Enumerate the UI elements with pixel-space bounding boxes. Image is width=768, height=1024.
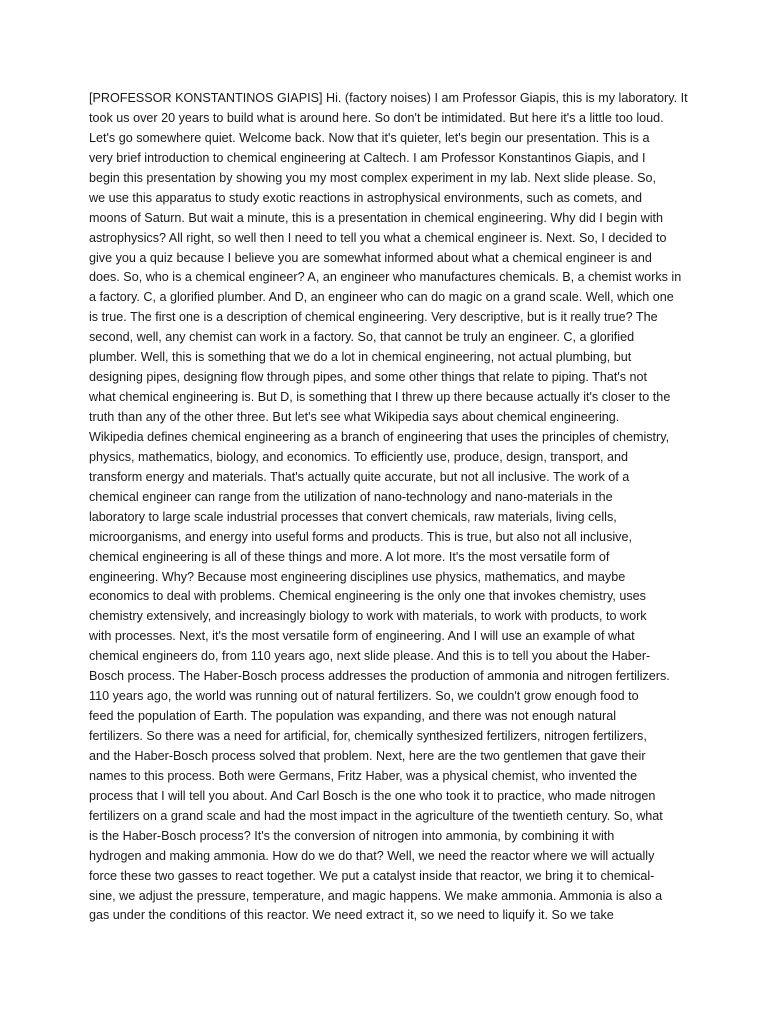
text-line: force these two gasses to react together. We put a catalyst inside that reactor, we bring it to chemical- xyxy=(89,868,655,883)
text-line: engineering. Why? Because most engineering disciplines use physics, mathematics, and maybe xyxy=(89,569,626,584)
text-line: chemical engineer can range from the utilization of nano-technology and nano-materials in the xyxy=(89,489,613,504)
text-line: microorganisms, and energy into useful forms and products. This is true, but also not all inclusive, xyxy=(89,529,632,544)
text-line: names to this process. Both were Germans, Fritz Haber, was a physical chemist, who invented the xyxy=(89,768,638,783)
text-line: plumber. Well, this is something that we do a lot in chemical engineering, not actual plumbing, but xyxy=(89,350,632,365)
text-line: designing pipes, designing flow through pipes, and some other things that relate to piping. That's not xyxy=(89,370,648,385)
text-line: astrophysics? All right, so well then I need to tell you what a chemical engineer is. Next. So, I decided to xyxy=(89,230,667,245)
text-line: Wikipedia defines chemical engineering as a branch of engineering that uses the principles of chemistry, xyxy=(89,429,670,444)
text-line: fertilizers on a grand scale and had the most impact in the agriculture of the twentieth century. So, what xyxy=(89,808,663,823)
text-line: a factory. C, a glorified plumber. And D, an engineer who can do magic on a grand scale. Well, which one xyxy=(89,290,674,305)
text-line: process that I will tell you about. And Carl Bosch is the one who took it to practice, who made nitrogen xyxy=(89,788,656,803)
transcript-text xyxy=(89,89,688,926)
text-line: chemical engineering is all of these things and more. A lot more. It's the most versatile form of xyxy=(89,549,610,564)
text-line: with processes. Next, it's the most versatile form of engineering. And I will use an example of what xyxy=(89,629,635,644)
text-line: laboratory to large scale industrial processes that convert chemicals, raw materials, living cells, xyxy=(89,509,617,524)
text-line: is the Haber-Bosch process? It's the conversion of nitrogen into ammonia, by combining it with xyxy=(89,828,615,843)
text-line: is true. The first one is a description of chemical engineering. Very descriptive, but is it really true? The xyxy=(89,310,658,325)
text-line: what chemical engineering is. But D, is something that I threw up there because actually it's closer to the xyxy=(89,390,671,405)
text-line: took us over 20 years to build what is around here. So don't be intimidated. But here it's a little too loud. xyxy=(89,110,664,125)
text-line: feed the population of Earth. The population was expanding, and there was not enough natural xyxy=(89,709,616,724)
text-line: hydrogen and making ammonia. How do we do that? Well, we need the reactor where we will actually xyxy=(89,848,655,863)
text-line: give you a quiz because I believe you are somewhat informed about what a chemical engineer is and xyxy=(89,250,652,265)
text-line: chemical engineers do, from 110 years ago, next slide please. And this is to tell you about the Haber- xyxy=(89,649,651,664)
text-line: sine, we adjust the pressure, temperature, and magic happens. We make ammonia. Ammonia is also a xyxy=(89,888,663,903)
text-line: physics, mathematics, biology, and economics. To efficiently use, produce, design, transport, and xyxy=(89,449,629,464)
text-line: truth than any of the other three. But let's see what Wikipedia says about chemical engineering. xyxy=(89,410,620,424)
text-line: second, well, any chemist can work in a factory. So, that cannot be truly an engineer. C, a glorified xyxy=(89,330,635,345)
text-line: moons of Saturn. But wait a minute, this is a presentation in chemical engineering. Why did I begin with xyxy=(89,210,664,225)
text-line: fertilizers. So there was a need for artificial, for, chemically synthesized fertilizers, nitrogen fertilizers, xyxy=(89,729,647,743)
text-line: very brief introduction to chemical engineering at Caltech. I am Professor Konstantinos Giapis, and I xyxy=(89,150,646,165)
text-line: [PROFESSOR KONSTANTINOS GIAPIS] Hi. (factory noises) I am Professor Giapis, this is my laboratory. It xyxy=(89,91,688,105)
text-line: chemistry extensively, and increasingly biology to work with materials, to work with products, to work xyxy=(89,609,647,624)
text-line: does. So, who is a chemical engineer? A, an engineer who manufactures chemicals. B, a chemist works in xyxy=(89,270,682,285)
text-line: and the Haber-Bosch process solved that problem. Next, here are the two gentlemen that gave their xyxy=(89,748,646,763)
text-line: transform energy and materials. That's actually quite accurate, but not all inclusive. The work of a xyxy=(89,469,630,484)
text-line: gas under the conditions of this reactor. We need extract it, so we need to liquify it. So we take xyxy=(89,908,614,923)
text-line: Let's go somewhere quiet. Welcome back. Now that it's quieter, let's begin our presentation. This is a xyxy=(89,130,650,145)
text-line: Bosch process. The Haber-Bosch process addresses the production of ammonia and nitrogen fertilizers. xyxy=(89,669,670,684)
text-line: economics to deal with problems. Chemical engineering is the only one that invokes chemistry, uses xyxy=(89,589,646,604)
text-line: we use this apparatus to study exotic reactions in astrophysical environments, such as comets, and xyxy=(89,190,643,205)
text-line: 110 years ago, the world was running out of natural fertilizers. So, we couldn't grow enough food to xyxy=(89,689,639,704)
text-line: begin this presentation by showing you my most complex experiment in my lab. Next slide please. So, xyxy=(89,170,656,185)
